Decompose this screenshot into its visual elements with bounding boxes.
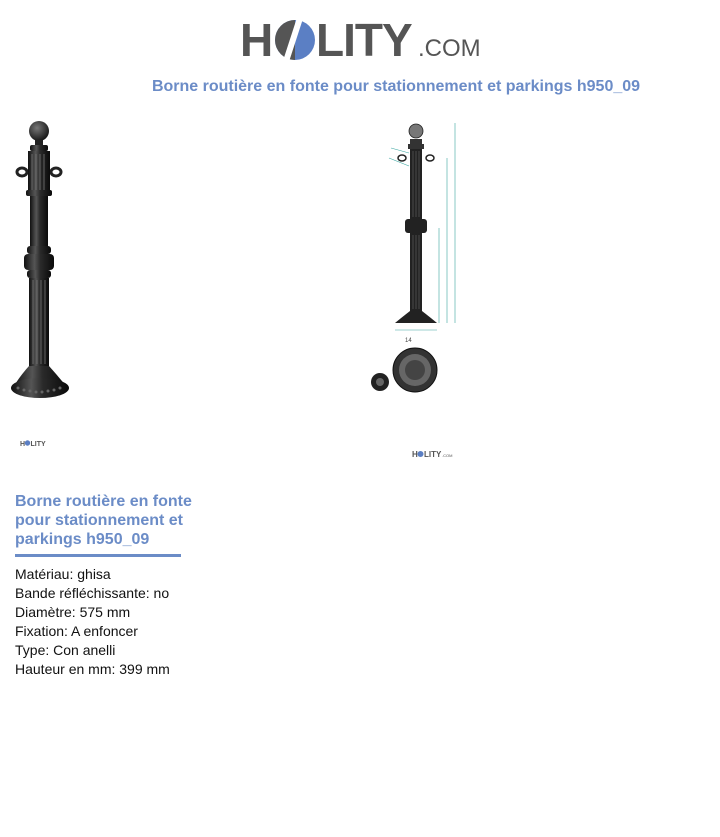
spec-type: Type: Con anelli [15,642,116,658]
svg-text:LITY: LITY [30,441,46,448]
svg-text:.COM: .COM [418,35,481,62]
spec-fixation: Fixation: A enfoncer [15,623,138,639]
title-underline [15,554,181,557]
dimension-label: 14 [405,338,412,344]
svg-text:H: H [412,450,418,459]
svg-text:H: H [240,14,273,66]
svg-text:H: H [20,441,26,448]
logo-o-icon [275,16,315,64]
technical-drawing [365,118,465,396]
svg-text:LITY: LITY [424,450,442,459]
spec-height: Hauteur en mm: 399 mm [15,661,170,677]
spec-list [15,565,170,679]
holity-logo [240,12,480,68]
svg-text:LITY: LITY [316,14,412,66]
spec-material: Matériau: ghisa [15,566,111,582]
holity-logo-small [412,448,453,460]
svg-text:.COM: .COM [442,453,453,458]
holity-logo-small [20,438,48,448]
product-title: Borne routière en fonte pour stationnement et parkings h950_09 [15,493,192,548]
product-photo [8,120,72,402]
spec-reflective-band: Bande réfléchissante: no [15,585,170,601]
page-title: Borne routière en fonte pour stationnement et parkings h950_09 [151,78,641,95]
spec-diameter: Diamètre: 575 mm [15,604,131,620]
